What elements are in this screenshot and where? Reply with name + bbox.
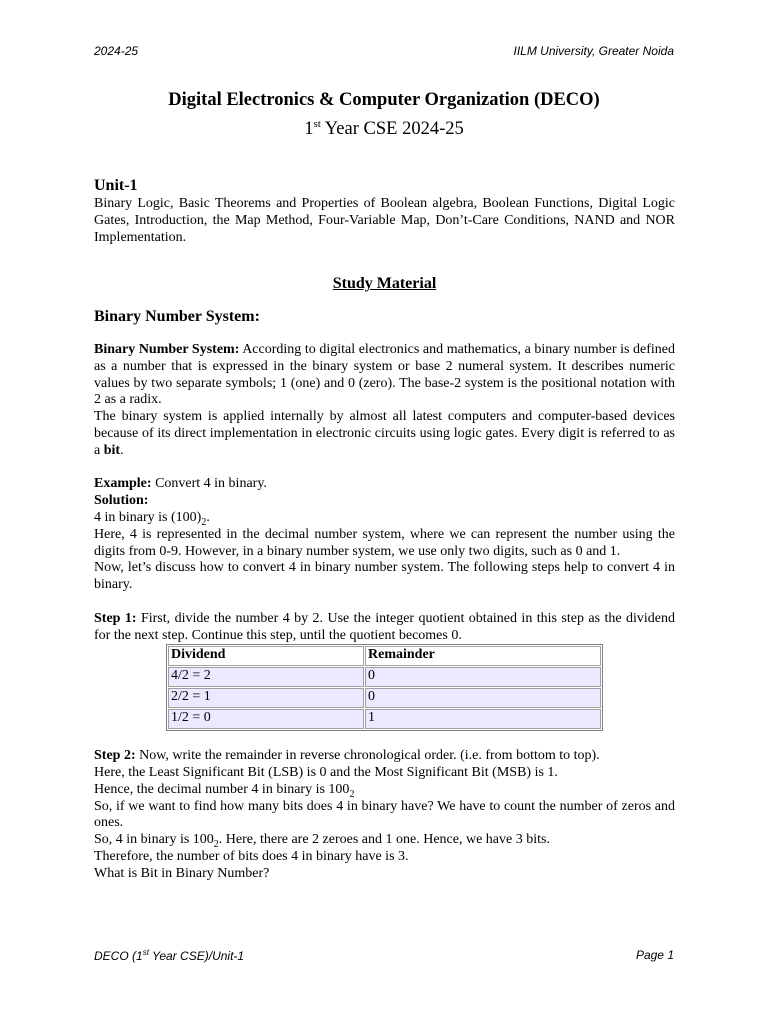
lsb-msb-line: Here, the Least Significant Bit (LSB) is 0 and the Most Significant Bit (MSB) is 1. (94, 764, 558, 780)
subtitle-sup: st (313, 118, 321, 130)
table-header-cell: Dividend (168, 646, 364, 666)
page-content (94, 176, 675, 883)
second-text: The binary system is applied internally by almost all latest computers and computer-based devices because of its direct implementation in electronic circuits using logic gates. Every digit is referred to as a (94, 409, 675, 458)
explain-paragraph-1: Here, 4 is represented in the decimal number system, where we can represent the number using the digits from 0-9. However, in a binary number system, we use only two digits, such as 0 and 1. (94, 526, 675, 559)
footer-pre: DECO (1 (94, 949, 143, 963)
step2-paragraph (94, 748, 675, 765)
answer-pre: 4 in binary is (100) (94, 509, 202, 525)
answer-post: . (206, 509, 210, 525)
table-cell: 2/2 = 1 (168, 688, 364, 708)
study-material-heading: Study Material (332, 275, 437, 293)
answer-sub: 2 (201, 516, 207, 528)
bit-term: bit (103, 442, 121, 458)
step2-lead: Step 2: (94, 748, 136, 764)
table-row (168, 688, 601, 708)
zeroes-ones-line (94, 832, 675, 849)
step1-text: First, divide the number 4 by 2. Use the integer quotient obtained in this step as the dividend for the next step. Continue this step, until the quotient becomes 0. (94, 610, 675, 643)
remainder-table (166, 644, 603, 731)
intro-lead: Binary Number System: (94, 341, 240, 357)
table-cell: 0 (365, 688, 601, 708)
subtitle-rest: Year CSE 2024-25 (320, 119, 464, 140)
step1-paragraph (94, 611, 675, 645)
solution-answer (94, 510, 675, 527)
therefore-line: Therefore, the number of bits does 4 in binary have is 3. (94, 848, 409, 864)
table-cell: 1/2 = 0 (168, 709, 364, 729)
hence-line (94, 782, 675, 799)
document-title (94, 88, 674, 141)
zeroes-post: . Here, there are 2 zeroes and 1 one. Hence, we have 3 bits. (218, 832, 550, 848)
explain-paragraph-2: Now, let’s discuss how to convert 4 in binary number system. The following steps help to convert 4 in binary. (94, 560, 675, 593)
count-bits-line: So, if we want to find how many bits does 4 in binary have? We have to count the number of zeros and ones. (94, 798, 675, 831)
subtitle-number: 1 (304, 119, 314, 140)
page-header (94, 44, 674, 58)
intro-paragraph (94, 342, 675, 409)
header-institution: IILM University, Greater Noida (513, 44, 674, 58)
page-number: Page 1 (635, 948, 674, 962)
second-paragraph (94, 409, 675, 459)
example-lead: Example: (94, 476, 152, 492)
example-text: Convert 4 in binary. (151, 476, 267, 492)
course-title: Digital Electronics & Computer Organization (DECO) (168, 90, 600, 110)
table-cell: 1 (365, 709, 601, 729)
footer-sup: st (142, 948, 149, 957)
hence-sub: 2 (349, 788, 355, 800)
example-line (94, 476, 675, 493)
intro-text: According to digital electronics and mathematics, a binary number is defined as a number that is expressed in the binary system or base 2 numeral system. It describes numeric values by two separate symbols; 1 (one) and 0 (zero). The base-2 system is the positional notation with 2 as a radix. (94, 341, 675, 408)
page-footer (94, 948, 674, 963)
hence-pre: Hence, the decimal number 4 in binary is 100 (94, 781, 350, 797)
course-subtitle (94, 112, 674, 141)
solution-label-text: Solution: (94, 493, 149, 509)
unit-heading: Unit-1 (94, 177, 138, 194)
footer-post: Year CSE)/Unit-1 (148, 949, 245, 963)
header-year: 2024-25 (94, 44, 139, 58)
zeroes-sub: 2 (213, 838, 219, 850)
solution-label (94, 493, 675, 510)
unit-topics: Binary Logic, Basic Theorems and Properties of Boolean algebra, Boolean Functions, Digital Logic Gates, Introduction, the Map Method, Four-Variable Map, Don’t-Care Conditions, NAND and NOR Implementation. (94, 196, 675, 245)
footer-course (94, 948, 244, 963)
what-is-bit-line: What is Bit in Binary Number? (94, 865, 270, 881)
table-row (168, 709, 601, 729)
table-header-row (168, 646, 601, 666)
section-heading: Binary Number System: (94, 308, 260, 326)
step2-text: Now, write the remainder in reverse chronological order. (i.e. from bottom to top). (135, 748, 600, 764)
table-header-cell: Remainder (365, 646, 601, 666)
table-cell: 4/2 = 2 (168, 667, 364, 687)
table-cell: 0 (365, 667, 601, 687)
zeroes-pre: So, 4 in binary is 100 (94, 832, 214, 848)
table-row (168, 667, 601, 687)
second-end: . (120, 442, 124, 458)
step1-lead: Step 1: (94, 610, 137, 626)
